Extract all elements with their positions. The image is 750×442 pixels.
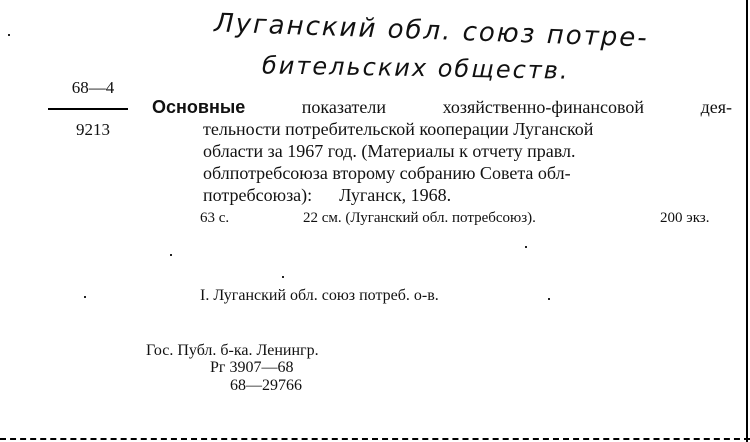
card-right-edge (746, 0, 748, 442)
entry-title-lead: Основные (152, 97, 246, 117)
call-number-top: 68—4 (71, 78, 115, 97)
entry-line-1-rest: показатели хозяйственно-финансовой дея- (301, 97, 732, 117)
entry-line-1 (152, 96, 732, 118)
entry-line-2: тельности потребительской кооперации Луганской (203, 119, 594, 139)
call-number-divider (48, 108, 128, 110)
scan-speck (84, 296, 86, 298)
subject-tracing: I. Луганский обл. союз потреб. о-в. (200, 287, 439, 304)
scan-speck (548, 298, 550, 300)
accession-numbers (210, 359, 302, 395)
collation-size-publisher: 22 см. (Луганский обл. потребсоюз). (303, 210, 536, 226)
accession-number-1: Рг 3907—68 (210, 359, 294, 376)
handwritten-note-line-1: Луганский обл. союз потре- (213, 8, 650, 54)
entry-line-5: потребсоюза): Луганск, 1968. (203, 185, 452, 205)
scan-speck (8, 34, 10, 36)
handwritten-note-line-2: бительских обществ. (261, 51, 570, 85)
bibliographic-entry (152, 96, 732, 206)
collation-pages: 63 с. (200, 210, 230, 226)
scan-speck (282, 276, 284, 278)
accession-number-2: 68—29766 (230, 377, 302, 394)
card-bottom-edge (0, 438, 750, 440)
library-name: Гос. Публ. б-ка. Ленингр. (146, 342, 319, 359)
entry-line-3: области за 1967 год. (Материалы к отчету правл. (203, 141, 576, 161)
call-number-bottom: 9213 (76, 120, 110, 139)
entry-line-4: облпотребсоюза второму собранию Совета обл- (203, 163, 571, 183)
collation-copies: 200 экз. (660, 210, 710, 226)
scan-speck (525, 246, 527, 248)
scan-speck (170, 254, 172, 256)
